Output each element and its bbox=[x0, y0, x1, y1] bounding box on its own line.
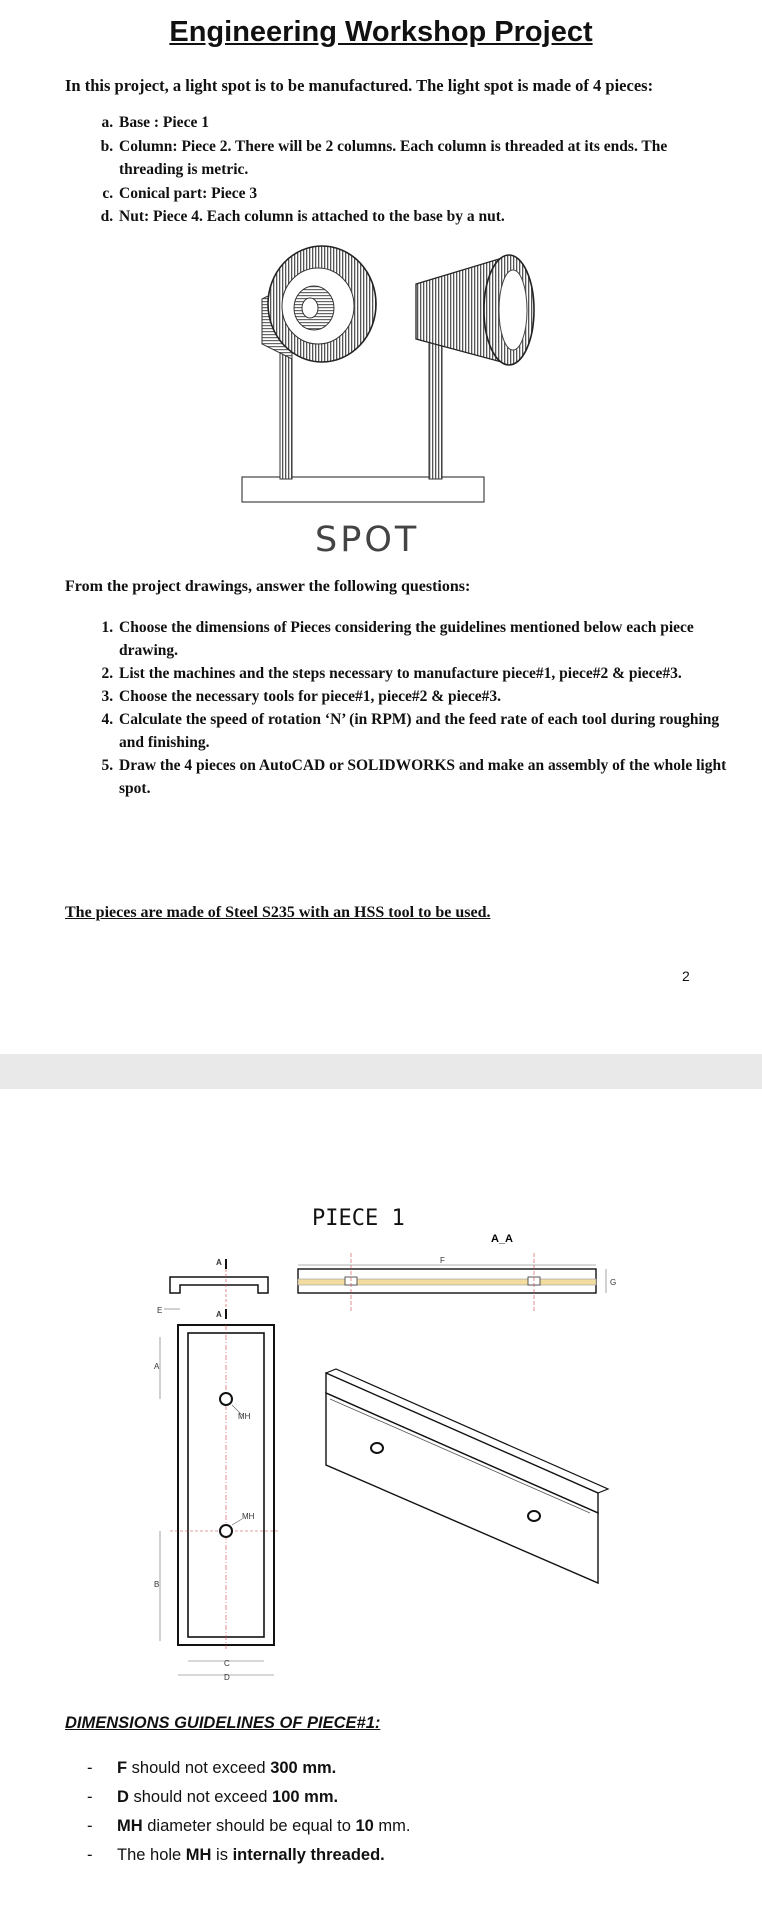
mh-label-2: MH bbox=[242, 1512, 255, 1521]
dim-g-label: G bbox=[610, 1278, 617, 1287]
piece-1-drawing bbox=[140, 1209, 620, 1689]
list-item: 4. Calculate the speed of rotation ‘N’ (in RPM) and the feed rate of each tool during roughing and finishing. bbox=[117, 708, 727, 754]
dim-a-label: A bbox=[154, 1362, 160, 1371]
material-note: The pieces are made of Steel S235 with an HSS tool to be used. bbox=[65, 904, 491, 921]
figure-caption: SPOT bbox=[315, 520, 420, 560]
pieces-list bbox=[92, 111, 727, 229]
page-number: 2 bbox=[682, 968, 690, 984]
list-item: b. Column: Piece 2. There will be 2 columns. Each column is threaded at its ends. The threading is metric. bbox=[117, 135, 727, 182]
drawing-title: PIECE 1 bbox=[312, 1206, 405, 1231]
list-item: 3. Choose the necessary tools for piece#1, piece#2 & piece#3. bbox=[117, 685, 727, 708]
list-item: - MH diameter should be equal to 10 mm. bbox=[87, 1812, 411, 1841]
dim-e-label: E bbox=[157, 1306, 163, 1315]
questions-intro: From the project drawings, answer the following questions: bbox=[65, 578, 471, 595]
list-item: 2. List the machines and the steps necessary to manufacture piece#1, piece#2 & piece#3. bbox=[117, 662, 727, 685]
intro-paragraph: In this project, a light spot is to be manufactured. The light spot is made of 4 pieces: bbox=[65, 76, 654, 95]
dim-c-label: C bbox=[224, 1659, 230, 1668]
list-item: - F should not exceed 300 mm. bbox=[87, 1754, 411, 1783]
list-item: d. Nut: Piece 4. Each column is attached to the base by a nut. bbox=[117, 205, 727, 229]
dim-d-label: D bbox=[224, 1673, 230, 1682]
questions-list bbox=[92, 616, 727, 800]
list-item: - The hole MH is internally threaded. bbox=[87, 1841, 411, 1870]
list-item: a. Base : Piece 1 bbox=[117, 111, 727, 135]
list-item: c. Conical part: Piece 3 bbox=[117, 182, 727, 206]
page-2 bbox=[0, 1089, 762, 1920]
section-label: A_A bbox=[491, 1233, 514, 1245]
section-mark-bottom: A bbox=[216, 1310, 222, 1319]
section-mark-top: A bbox=[216, 1258, 222, 1267]
mh-label-1: MH bbox=[238, 1412, 251, 1421]
guidelines-list bbox=[87, 1754, 411, 1870]
light-spot-drawing bbox=[234, 244, 544, 504]
dim-f-label: F bbox=[440, 1256, 445, 1265]
document-title: Engineering Workshop Project bbox=[169, 16, 593, 48]
list-item: 1. Choose the dimensions of Pieces considering the guidelines mentioned below each piece drawing. bbox=[117, 616, 727, 662]
list-item: 5. Draw the 4 pieces on AutoCAD or SOLIDWORKS and make an assembly of the whole light spot. bbox=[117, 754, 727, 800]
guidelines-title: DIMENSIONS GUIDELINES OF PIECE#1: bbox=[65, 1714, 381, 1732]
list-item: - D should not exceed 100 mm. bbox=[87, 1783, 411, 1812]
dim-b-label: B bbox=[154, 1580, 160, 1589]
